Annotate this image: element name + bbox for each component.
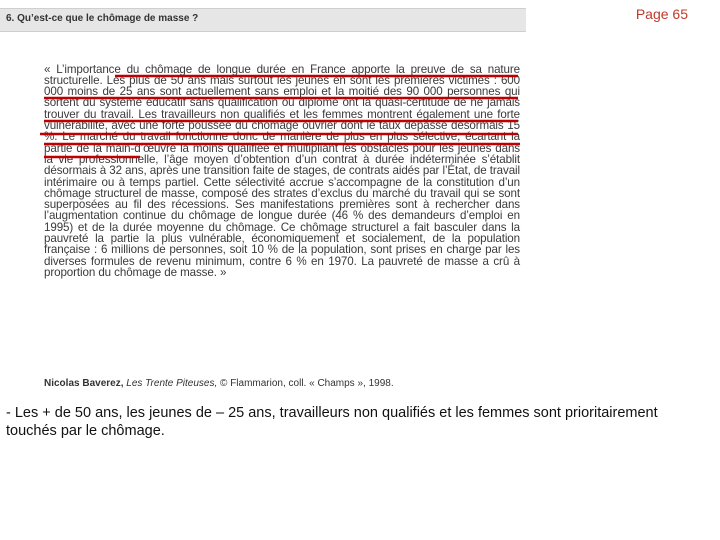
excerpt-text: « L’importance du chômage de longue durée en France apporte la preuve de sa nature structurelle. Les plus de 50 ans mais surtout les jeunes en sont les premières victimes : 600 000 moins de 25 ans sont actuellement sans emploi et la moitié des 90 000 personnes qui sortent du système éducatif sans qualification ou diplôme ont la quasi-certitude de ne jamais trouver du travail. Les travailleurs non qualifiés et les femmes montrent également une forte vulnérabilité, avec une forte poussée du chômage ouvrier dont le taux dépasse désormais 15 %. Le marché du travail fonctionne donc de manière de plus en plus sélective, écartant la partie de la main-d’œuvre la moins qualifiée et multipliant les obstacles pour les jeunes dans la vie professionnelle, l’âge moyen d’obtention d’un contrat à durée indéterminée s’établit désormais à 32 ans, après une transition faite de stages, de contrats aidés par l’État, de travail intérimaire ou à temps partiel. Cette sélectivité accrue s’accompagne de la constitution d’un chômage structurel de masse, composé des strates d’exclus du marché du travail qui se sont superposées au fil des récessions. Ses manifestations premières sont à rechercher dans l’augmentation continue du chômage de longue durée (46 % des demandeurs d’emploi en 1995) et de la durée moyenne du chômage. Ce chômage structurel a fait basculer dans la pauvreté la partie la plus vulnérable, économiquement et socialement, de la population française : 6 millions de personnes, soit 10 % de la population, sont prises en charge par les diverses formules de revenu minimum, contre 6 % en 1970. La pauvreté de masse a crû à proportion du chômage de masse. »: [44, 62, 520, 279]
excerpt-source: [44, 378, 394, 389]
red-underline-annotations: [0, 8, 526, 392]
page-number: Page 65: [635, 6, 688, 22]
source-author: Nicolas Baverez,: [44, 378, 124, 389]
scanned-excerpt: [0, 8, 526, 392]
section-title: 6. Qu’est-ce que le chômage de masse ?: [6, 13, 199, 24]
source-publisher: © Flammarion, coll. « Champs », 1998.: [220, 378, 394, 389]
answer-text: - Les + de 50 ans, les jeunes de – 25 ans, travailleurs non qualifiés et les femmes sont prioritairement touchés par le chômage.: [6, 405, 658, 439]
source-book: Les Trente Piteuses,: [126, 378, 218, 389]
